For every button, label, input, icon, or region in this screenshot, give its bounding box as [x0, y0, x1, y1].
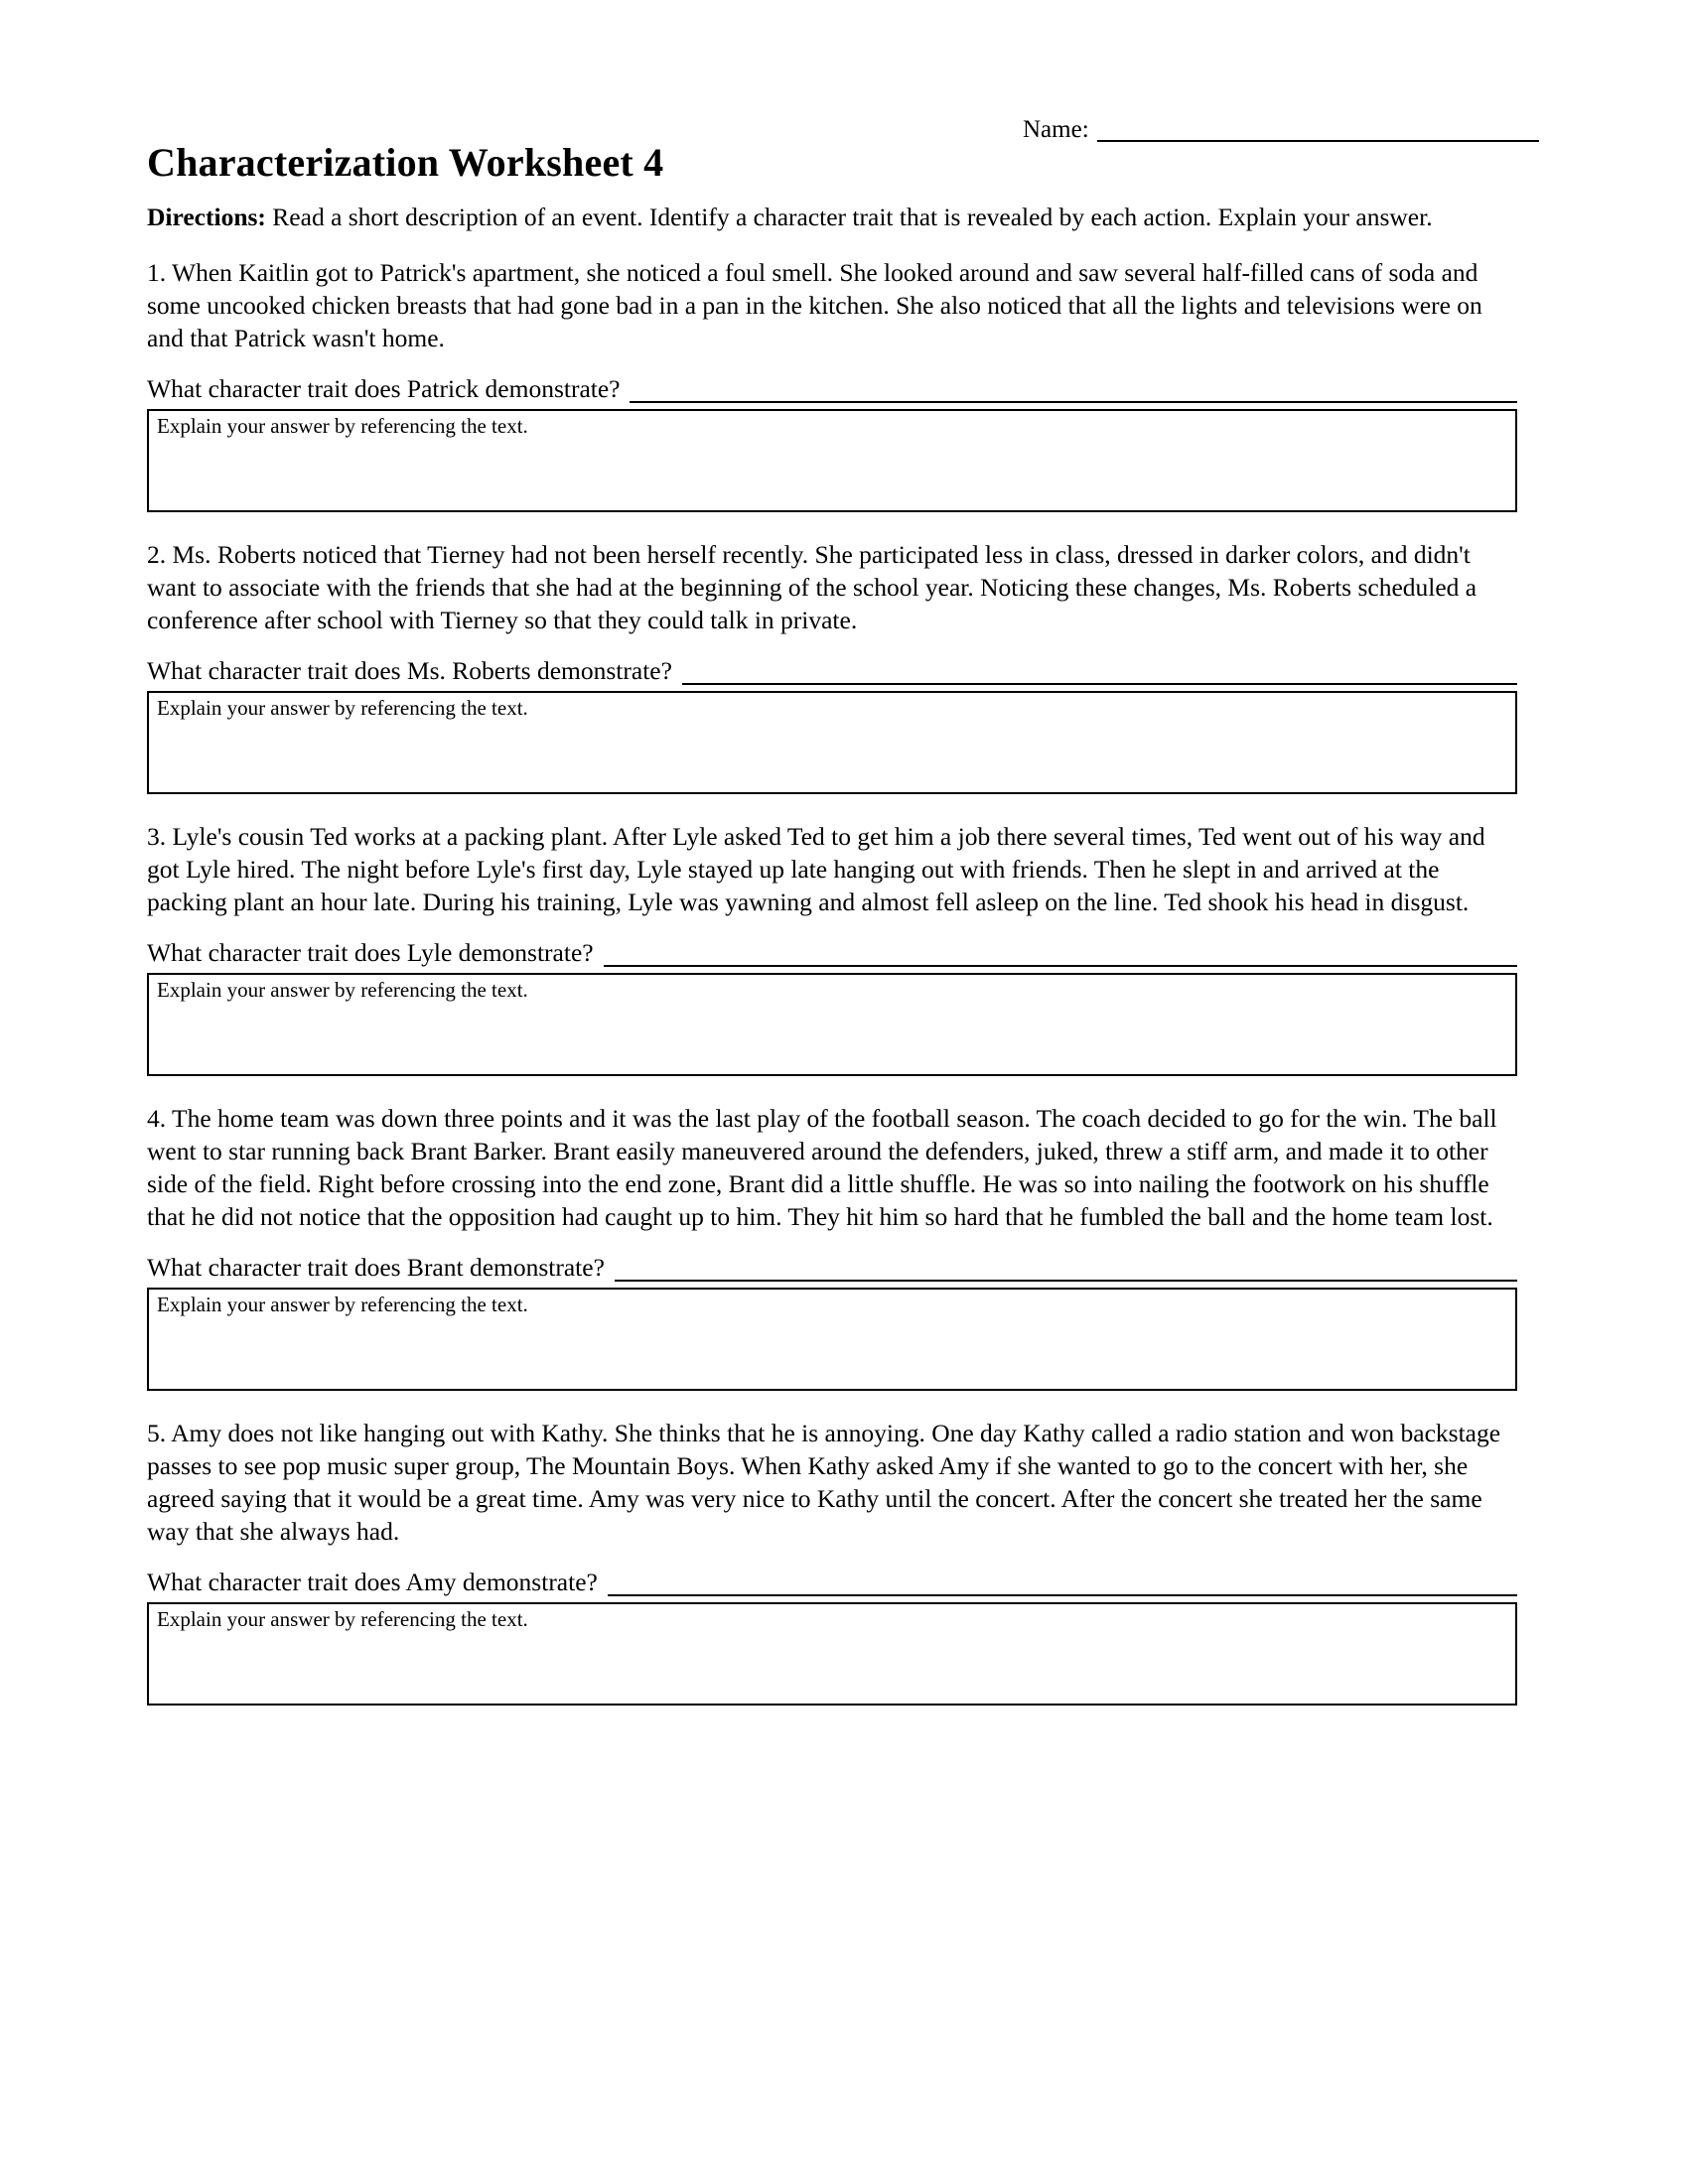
explanation-prompt: Explain your answer by referencing the text.	[157, 413, 528, 438]
question-block-5	[147, 1417, 1527, 1706]
answer-input-line[interactable]	[630, 379, 1517, 403]
directions-text: Read a short description of an event. Identify a character trait that is revealed by each action. Explain your answer.	[265, 203, 1433, 231]
passage-text: 3. Lyle's cousin Ted works at a packing plant. After Lyle asked Ted to get him a job there several times, Ted went out of his way and got Lyle hired. The night before Lyle's first day, Lyle stayed up late hanging out with friends. Then he slept in and arrived at the packing plant an hour late. During his training, Lyle was yawning and almost fell asleep on the line. Ted shook his head in disgust.	[147, 821, 1485, 916]
question-row	[147, 1568, 1517, 1598]
question-block-3	[147, 820, 1527, 1076]
passage-text: 5. Amy does not like hanging out with Kathy. She thinks that he is annoying. One day Kathy called a radio station and won backstage passes to see pop music super group, The Mountain Boys. When Kathy asked Amy if she wanted to go to the concert with her, she agreed saying that it would be a great time. Amy was very nice to Kathy until the concert. After the concert she treated her the same way that she always had.	[147, 1418, 1501, 1547]
passage-text: 2. Ms. Roberts noticed that Tierney had not been herself recently. She participated less in class, dressed in darker colors, and didn't want to associate with the friends that she had at the beginning of the school year. Noticing these changes, Ms. Roberts scheduled a conference after school with Tierney so that they could talk in private.	[147, 539, 1477, 634]
question-text: What character trait does Brant demonstrate?	[147, 1253, 605, 1283]
explanation-prompt: Explain your answer by referencing the text.	[157, 695, 528, 720]
question-text: What character trait does Amy demonstrate?	[147, 1568, 598, 1597]
explanation-prompt: Explain your answer by referencing the text.	[157, 1606, 528, 1631]
answer-input-line[interactable]	[604, 943, 1517, 967]
explanation-box[interactable]	[147, 409, 1517, 512]
directions-paragraph	[147, 202, 1458, 234]
question-row	[147, 374, 1517, 405]
answer-input-line[interactable]	[682, 661, 1517, 685]
question-row	[147, 1253, 1517, 1284]
question-row	[147, 656, 1517, 687]
question-block-4	[147, 1102, 1527, 1391]
explanation-box[interactable]	[147, 691, 1517, 794]
question-block-1	[147, 256, 1527, 512]
worksheet-content	[147, 139, 1527, 1731]
passage-text: 1. When Kaitlin got to Patrick's apartment, she noticed a foul smell. She looked around and saw several half-filled cans of soda and some uncooked chicken breasts that had gone bad in a pan in the kitchen. She also noticed that all the lights and televisions were on and that Patrick wasn't home.	[147, 257, 1482, 352]
page-title: Characterization Worksheet 4	[147, 140, 664, 185]
name-label: Name:	[1023, 116, 1089, 143]
explanation-box[interactable]	[147, 1602, 1517, 1706]
explanation-box[interactable]	[147, 1288, 1517, 1391]
question-block-2	[147, 538, 1527, 794]
question-text: What character trait does Ms. Roberts demonstrate?	[147, 656, 672, 686]
answer-input-line[interactable]	[608, 1572, 1517, 1596]
explanation-prompt: Explain your answer by referencing the text.	[157, 1292, 528, 1316]
question-row	[147, 938, 1517, 969]
explanation-prompt: Explain your answer by referencing the text.	[157, 977, 528, 1002]
question-text: What character trait does Lyle demonstrate?	[147, 938, 594, 968]
explanation-box[interactable]	[147, 973, 1517, 1076]
answer-input-line[interactable]	[615, 1258, 1517, 1282]
passage-text: 4. The home team was down three points and it was the last play of the football season. The coach decided to go for the win. The ball went to star running back Brant Barker. Brant easily maneuvered around the defenders, juked, threw a stiff arm, and made it to other side of the field. Right before crossing into the end zone, Brant did a little shuffle. He was so into nailing the footwork on his shuffle that he did not notice that the opposition had caught up to him. They hit him so hard that he fumbled the ball and the home team lost.	[147, 1103, 1497, 1232]
directions-label: Directions:	[147, 203, 266, 231]
question-text: What character trait does Patrick demonstrate?	[147, 374, 621, 404]
